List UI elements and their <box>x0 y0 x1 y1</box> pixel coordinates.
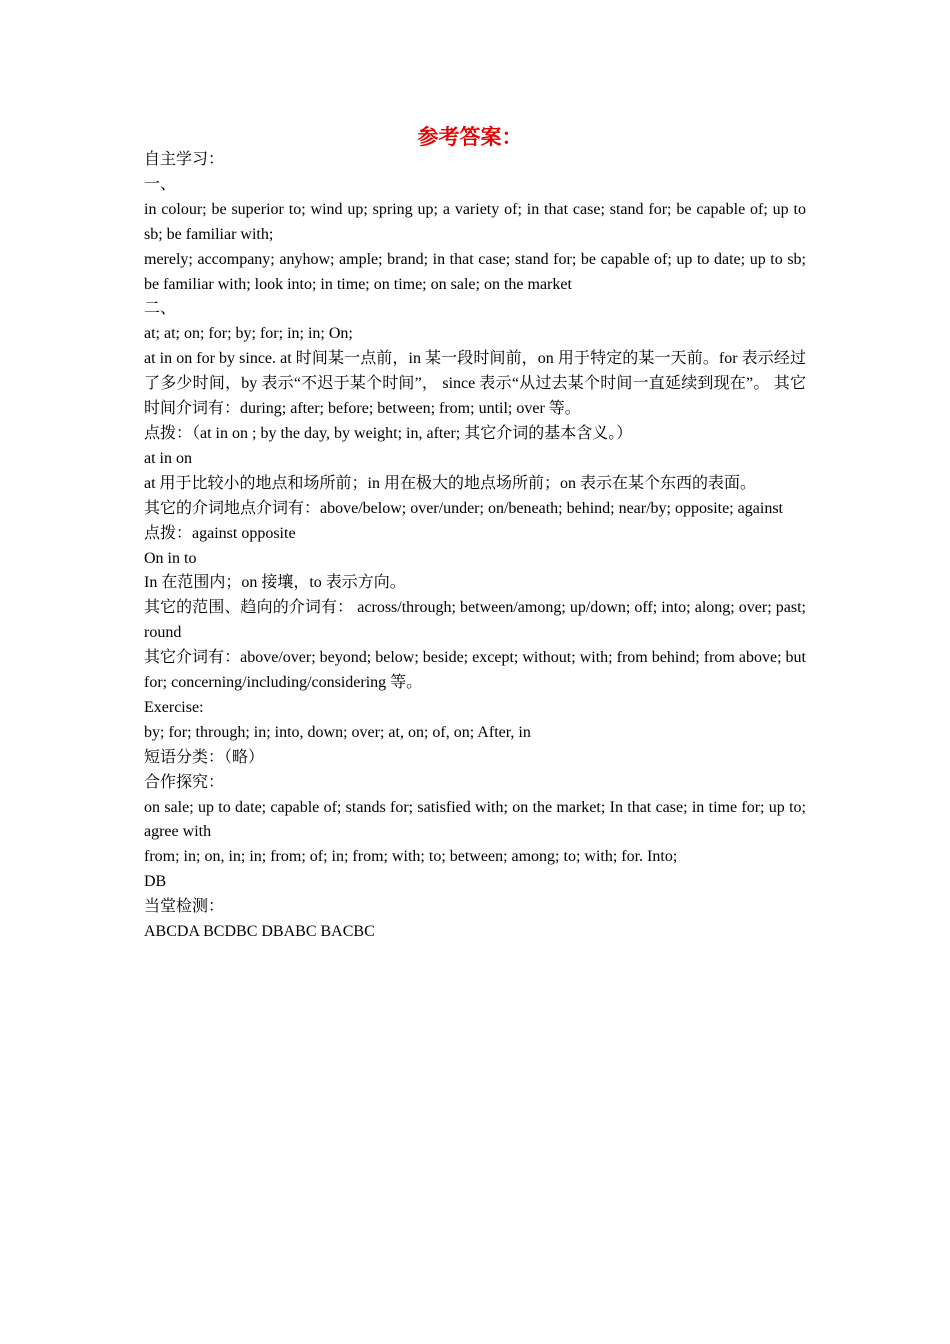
other-range-prepositions: 其它的范围、趋向的介词有： across/through; between/among; up/down; off; into; along; over; past; round <box>144 599 806 642</box>
phrase-classification: 短语分类：（略） <box>144 748 265 766</box>
page-title: 参考答案： <box>417 124 523 149</box>
range-prepositions: On in to <box>144 549 197 567</box>
exercise-heading: Exercise: <box>144 698 204 716</box>
cooperation-answers-1: on sale; up to date; capable of; stands for; satisfied with; on the market; In that case; in time for; up to; agree with <box>144 798 806 841</box>
range-preposition-explanation: In 在范围内；on 接壤，to 表示方向。 <box>144 574 406 592</box>
tip-line-1: 点拨：（at in on ; by the day, by weight; in, after; 其它介词的基本含义。） <box>144 424 633 442</box>
section-heading-cooperation: 合作探究： <box>144 773 225 791</box>
section-heading-self-study: 自主学习： <box>144 151 225 168</box>
section-number-one: 一、 <box>144 175 177 193</box>
preposition-answers: at; at; on; for; by; for; in; in; On; <box>144 325 353 343</box>
time-preposition-explanation: at in on for by since. at 时间某一点前，in 某一段时间前，on 用于特定的某一天前。for 表示经过了多少时间，by 表示“不迟于某个时间”， since 表示“从过去某个时间一直延续到现在”。 其它时间介词有：during; after; before; between; from; until; over 等。 <box>144 350 806 418</box>
cooperation-answers-2: from; in; on, in; in; from; of; in; from; with; to; between; among; to; with; for. Into; <box>144 848 678 866</box>
vocab-answers-2: merely; accompany; anyhow; ample; brand; in that case; stand for; be capable of; up to date; up to sb; be familiar with; look into; in time; on time; on sale; on the market <box>144 250 806 293</box>
test-answers: ABCDA BCDBC DBABC BACBC <box>144 923 375 941</box>
vocab-answers-1: in colour; be superior to; wind up; spring up; a variety of; in that case; stand for; be capable of; up to sb; be familiar with; <box>144 200 806 243</box>
cooperation-answers-3: DB <box>144 873 167 891</box>
exercise-answers: by; for; through; in; into, down; over; at, on; of, on; After, in <box>144 723 531 741</box>
section-number-two: 二、 <box>144 300 177 318</box>
section-heading-in-class-test: 当堂检测： <box>144 898 225 916</box>
place-prepositions: at in on <box>144 449 192 467</box>
tip-line-2: 点拨：against opposite <box>144 524 296 542</box>
other-prepositions: 其它介词有：above/over; beyond; below; beside; except; without; with; from behind; from above; but for; concerning/including/considering 等。 <box>144 649 806 692</box>
answer-content <box>144 148 806 945</box>
place-preposition-explanation: at 用于比较小的地点和场所前；in 用在极大的地点场所前；on 表示在某个东西的表面。 <box>144 474 756 492</box>
other-place-prepositions: 其它的介词地点介词有：above/below; over/under; on/beneath; behind; near/by; opposite; against <box>144 499 783 517</box>
